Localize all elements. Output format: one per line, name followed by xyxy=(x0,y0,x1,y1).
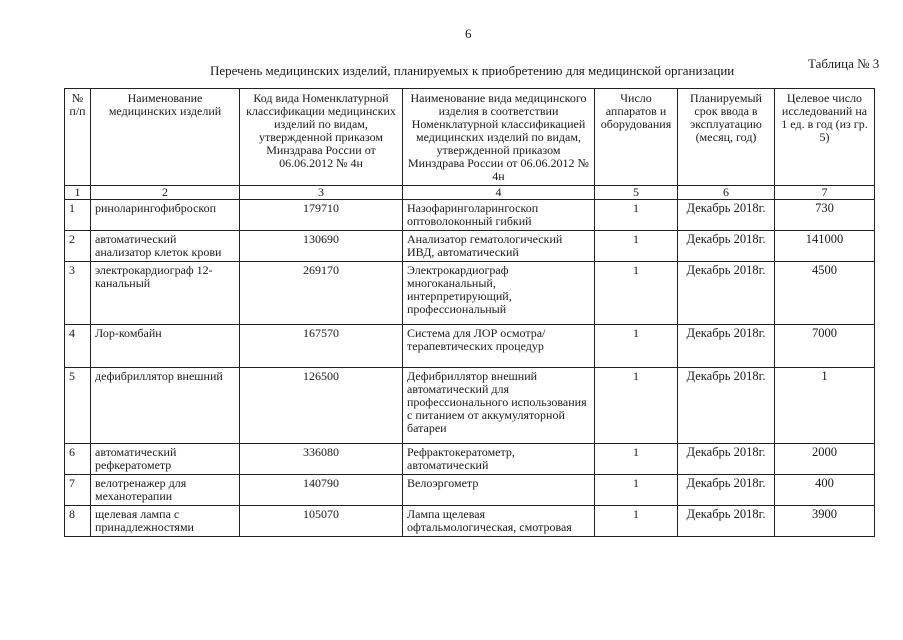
header-target: Целевое число исследований на 1 ед. в год (из гр. 5) xyxy=(775,89,875,186)
device-type: Велоэргометр xyxy=(403,475,595,506)
table-caption: Таблица № 3 xyxy=(808,56,880,71)
device-name: велотренажер для механотерапии xyxy=(91,475,240,506)
device-type: Назофаринголарингоскоп оптоволоконный гибкий xyxy=(403,200,595,231)
column-number: 4 xyxy=(403,186,595,200)
device-count: 1 xyxy=(595,325,678,368)
column-number-row xyxy=(65,186,875,200)
commission-date: Декабрь 2018г. xyxy=(678,200,775,231)
target-count: 7000 xyxy=(775,325,875,368)
commission-date: Декабрь 2018г. xyxy=(678,475,775,506)
device-count: 1 xyxy=(595,444,678,475)
column-number: 5 xyxy=(595,186,678,200)
row-index: 3 xyxy=(65,262,91,325)
row-index: 6 xyxy=(65,444,91,475)
header-name: Наименование медицинских изделий xyxy=(91,89,240,186)
device-type: Дефибриллятор внешний автоматический для профессионального использования с питанием от аккумуляторной батареи xyxy=(403,368,595,444)
commission-date: Декабрь 2018г. xyxy=(678,506,775,537)
row-index: 8 xyxy=(65,506,91,537)
device-name: щелевая лампа с принадлежностями xyxy=(91,506,240,537)
commission-date: Декабрь 2018г. xyxy=(678,231,775,262)
page-number: 6 xyxy=(465,26,472,41)
column-number: 1 xyxy=(65,186,91,200)
target-count: 141000 xyxy=(775,231,875,262)
device-type: Электрокардиограф многоканальный, интерпретирующий, профессиональный xyxy=(403,262,595,325)
device-name: автоматический рефкератометр xyxy=(91,444,240,475)
device-code: 269170 xyxy=(240,262,403,325)
device-name: Лор-комбайн xyxy=(91,325,240,368)
device-code: 336080 xyxy=(240,444,403,475)
header-count: Число аппаратов и оборудования xyxy=(595,89,678,186)
device-type: Рефрактокератометр, автоматический xyxy=(403,444,595,475)
device-count: 1 xyxy=(595,262,678,325)
table-row xyxy=(65,231,875,262)
target-count: 1 xyxy=(775,368,875,444)
commission-date: Декабрь 2018г. xyxy=(678,325,775,368)
row-index: 7 xyxy=(65,475,91,506)
medical-devices-table xyxy=(64,88,875,537)
header-code: Код вида Номенклатурной классификации медицинских изделий по видам, утвержденной приказом Минздрава России от 06.06.2012 № 4н xyxy=(240,89,403,186)
target-count: 2000 xyxy=(775,444,875,475)
header-idx: № п/п xyxy=(65,89,91,186)
table-row xyxy=(65,506,875,537)
table-row xyxy=(65,262,875,325)
table-row xyxy=(65,368,875,444)
target-count: 400 xyxy=(775,475,875,506)
device-type: Анализатор гематологический ИВД, автоматический xyxy=(403,231,595,262)
column-number: 6 xyxy=(678,186,775,200)
row-index: 2 xyxy=(65,231,91,262)
device-count: 1 xyxy=(595,200,678,231)
device-name: автоматический анализатор клеток крови xyxy=(91,231,240,262)
row-index: 5 xyxy=(65,368,91,444)
column-number: 3 xyxy=(240,186,403,200)
target-count: 3900 xyxy=(775,506,875,537)
commission-date: Декабрь 2018г. xyxy=(678,444,775,475)
device-code: 167570 xyxy=(240,325,403,368)
device-name: электрокардиограф 12-канальный xyxy=(91,262,240,325)
document-title: Перечень медицинских изделий, планируемых к приобретению для медицинской организации xyxy=(210,63,735,78)
device-type: Лампа щелевая офтальмологическая, смотровая xyxy=(403,506,595,537)
device-code: 179710 xyxy=(240,200,403,231)
device-code: 105070 xyxy=(240,506,403,537)
table-row xyxy=(65,444,875,475)
device-name: риноларингофиброскоп xyxy=(91,200,240,231)
device-code: 130690 xyxy=(240,231,403,262)
header-date: Планируемый срок ввода в эксплуатацию (месяц, год) xyxy=(678,89,775,186)
device-code: 140790 xyxy=(240,475,403,506)
target-count: 730 xyxy=(775,200,875,231)
row-index: 4 xyxy=(65,325,91,368)
table-row xyxy=(65,325,875,368)
column-number: 2 xyxy=(91,186,240,200)
device-count: 1 xyxy=(595,368,678,444)
column-number: 7 xyxy=(775,186,875,200)
row-index: 1 xyxy=(65,200,91,231)
device-code: 126500 xyxy=(240,368,403,444)
target-count: 4500 xyxy=(775,262,875,325)
device-count: 1 xyxy=(595,475,678,506)
table-row xyxy=(65,475,875,506)
device-count: 1 xyxy=(595,231,678,262)
device-type: Система для ЛОР осмотра/терапевтических процедур xyxy=(403,325,595,368)
commission-date: Декабрь 2018г. xyxy=(678,368,775,444)
table-row xyxy=(65,200,875,231)
commission-date: Декабрь 2018г. xyxy=(678,262,775,325)
device-count: 1 xyxy=(595,506,678,537)
header-type: Наименование вида медицинского изделия в соответствии Номенклатурной классификацией медицинских изделий по видам, утвержденной приказом Минздрава России от 06.06.2012 № 4н xyxy=(403,89,595,186)
device-name: дефибриллятор внешний xyxy=(91,368,240,444)
header-row xyxy=(65,89,875,186)
